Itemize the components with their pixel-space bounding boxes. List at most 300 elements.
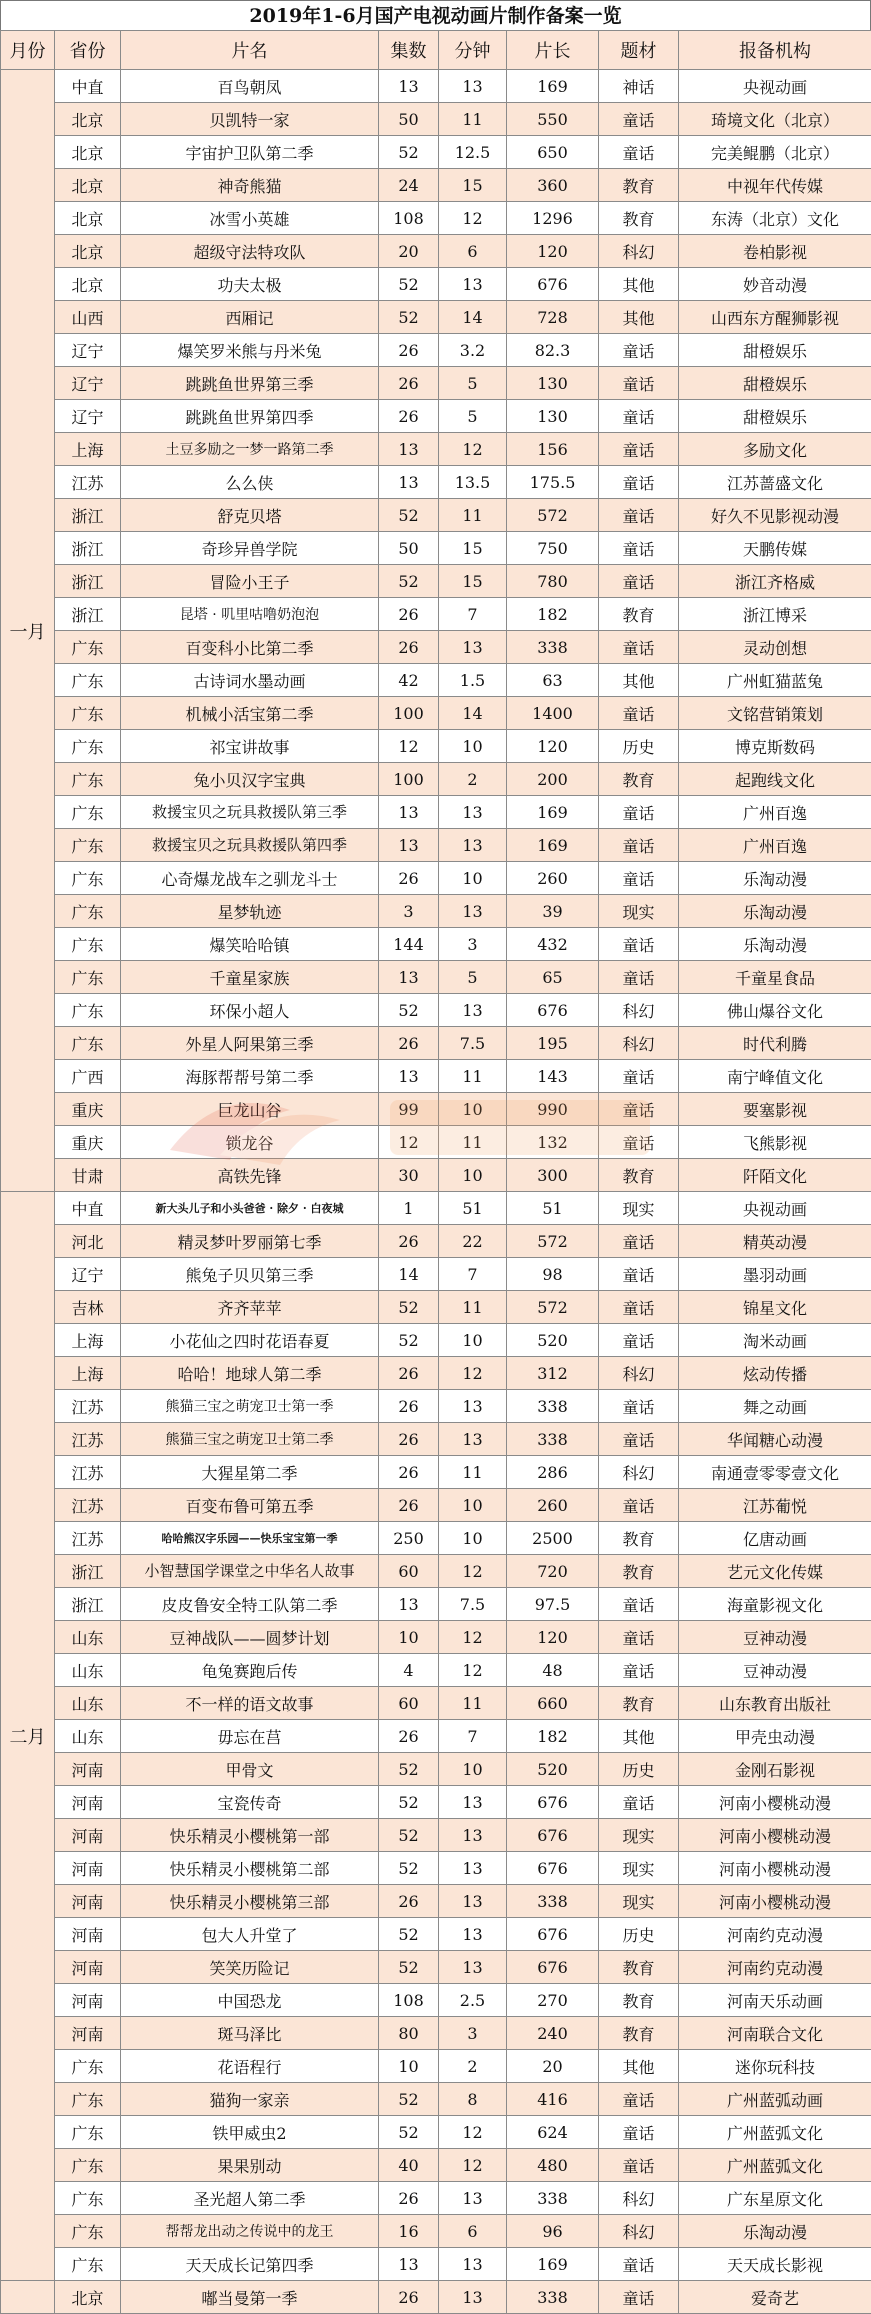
cell-length: 720 bbox=[507, 1555, 599, 1588]
cell-province: 广东 bbox=[55, 730, 121, 763]
cell-title: 贝凯特一家 bbox=[121, 103, 379, 136]
cell-minutes: 15 bbox=[439, 169, 507, 202]
cell-minutes: 5 bbox=[439, 961, 507, 994]
cell-organization: 河南约克动漫 bbox=[679, 1918, 871, 1951]
cell-length: 98 bbox=[507, 1258, 599, 1291]
cell-title: 爆笑哈哈镇 bbox=[121, 928, 379, 961]
cell-episodes: 26 bbox=[379, 334, 439, 367]
cell-title: 兔小贝汉字宝典 bbox=[121, 763, 379, 796]
cell-organization: 迷你玩科技 bbox=[679, 2050, 871, 2083]
cell-genre: 教育 bbox=[599, 169, 679, 202]
cell-minutes: 11 bbox=[439, 103, 507, 136]
table-row bbox=[1, 2248, 871, 2281]
cell-genre: 现实 bbox=[599, 1192, 679, 1225]
cell-province: 广东 bbox=[55, 862, 121, 895]
cell-organization: 卷柏影视 bbox=[679, 235, 871, 268]
cell-episodes: 52 bbox=[379, 136, 439, 169]
cell-genre: 童话 bbox=[599, 1489, 679, 1522]
cell-province: 广西 bbox=[55, 1060, 121, 1093]
cell-title: 铁甲威虫2 bbox=[121, 2116, 379, 2149]
cell-genre: 童话 bbox=[599, 631, 679, 664]
cell-minutes: 12 bbox=[439, 1357, 507, 1390]
cell-episodes: 14 bbox=[379, 1258, 439, 1291]
header-length: 片长 bbox=[507, 31, 599, 70]
cell-minutes: 12 bbox=[439, 1555, 507, 1588]
cell-length: 175.5 bbox=[507, 466, 599, 499]
cell-genre: 童话 bbox=[599, 367, 679, 400]
cell-organization: 墨羽动画 bbox=[679, 1258, 871, 1291]
cell-organization: 海童影视文化 bbox=[679, 1588, 871, 1621]
cell-length: 130 bbox=[507, 400, 599, 433]
cell-genre: 教育 bbox=[599, 763, 679, 796]
cell-genre: 现实 bbox=[599, 1852, 679, 1885]
cell-length: 169 bbox=[507, 829, 599, 862]
cell-organization: 琦境文化（北京） bbox=[679, 103, 871, 136]
cell-minutes: 5 bbox=[439, 367, 507, 400]
table-row bbox=[1, 1357, 871, 1390]
cell-title: 小智慧国学课堂之中华名人故事 bbox=[121, 1555, 379, 1588]
cell-province: 山东 bbox=[55, 1654, 121, 1687]
cell-minutes: 13 bbox=[439, 1390, 507, 1423]
cell-genre: 童话 bbox=[599, 1423, 679, 1456]
cell-organization: 飞熊影视 bbox=[679, 1126, 871, 1159]
cell-organization: 灵动创想 bbox=[679, 631, 871, 664]
cell-province: 广东 bbox=[55, 2149, 121, 2182]
cell-episodes: 52 bbox=[379, 1819, 439, 1852]
cell-episodes: 26 bbox=[379, 367, 439, 400]
cell-genre: 教育 bbox=[599, 1159, 679, 1192]
cell-title: 百鸟朝凤 bbox=[121, 70, 379, 103]
cell-organization: 起跑线文化 bbox=[679, 763, 871, 796]
cell-minutes: 3.2 bbox=[439, 334, 507, 367]
cell-episodes: 52 bbox=[379, 301, 439, 334]
table-row bbox=[1, 169, 871, 202]
cell-length: 120 bbox=[507, 235, 599, 268]
cell-episodes: 26 bbox=[379, 1225, 439, 1258]
cell-province: 上海 bbox=[55, 1357, 121, 1390]
cell-length: 182 bbox=[507, 598, 599, 631]
cell-episodes: 26 bbox=[379, 1885, 439, 1918]
cell-province: 浙江 bbox=[55, 598, 121, 631]
cell-province: 江苏 bbox=[55, 1423, 121, 1456]
table-row bbox=[1, 895, 871, 928]
header-province: 省份 bbox=[55, 31, 121, 70]
cell-episodes: 100 bbox=[379, 697, 439, 730]
cell-minutes: 13 bbox=[439, 1852, 507, 1885]
cell-genre: 教育 bbox=[599, 1951, 679, 1984]
cell-organization: 佛山爆谷文化 bbox=[679, 994, 871, 1027]
cell-organization: 完美鲲鹏（北京） bbox=[679, 136, 871, 169]
cell-minutes: 7.5 bbox=[439, 1027, 507, 1060]
cell-length: 82.3 bbox=[507, 334, 599, 367]
cell-genre: 教育 bbox=[599, 2017, 679, 2050]
cell-genre: 童话 bbox=[599, 2248, 679, 2281]
cell-province: 辽宁 bbox=[55, 334, 121, 367]
table-row bbox=[1, 2182, 871, 2215]
cell-minutes: 2 bbox=[439, 2050, 507, 2083]
cell-minutes: 12 bbox=[439, 1621, 507, 1654]
table-row bbox=[1, 796, 871, 829]
cell-organization: 华闻糖心动漫 bbox=[679, 1423, 871, 1456]
cell-episodes: 26 bbox=[379, 1489, 439, 1522]
cell-genre: 童话 bbox=[599, 697, 679, 730]
table-row bbox=[1, 664, 871, 697]
cell-length: 676 bbox=[507, 1819, 599, 1852]
cell-length: 338 bbox=[507, 631, 599, 664]
table-row bbox=[1, 2281, 871, 2314]
cell-genre: 童话 bbox=[599, 1060, 679, 1093]
cell-organization: 河南小樱桃动漫 bbox=[679, 1852, 871, 1885]
table-row bbox=[1, 2083, 871, 2116]
cell-organization: 时代利腾 bbox=[679, 1027, 871, 1060]
cell-episodes: 42 bbox=[379, 664, 439, 697]
table-row bbox=[1, 2149, 871, 2182]
cell-genre: 童话 bbox=[599, 862, 679, 895]
cell-minutes: 13 bbox=[439, 796, 507, 829]
cell-province: 甘肃 bbox=[55, 1159, 121, 1192]
cell-title: 哈哈！地球人第二季 bbox=[121, 1357, 379, 1390]
cell-minutes: 13 bbox=[439, 2182, 507, 2215]
table-row bbox=[1, 136, 871, 169]
cell-episodes: 26 bbox=[379, 631, 439, 664]
cell-minutes: 13 bbox=[439, 829, 507, 862]
cell-organization: 乐淘动漫 bbox=[679, 895, 871, 928]
table-row bbox=[1, 1654, 871, 1687]
cell-genre: 其他 bbox=[599, 301, 679, 334]
table-row bbox=[1, 697, 871, 730]
cell-genre: 其他 bbox=[599, 2050, 679, 2083]
cell-organization: 江苏葡悦 bbox=[679, 1489, 871, 1522]
cell-title: 果果别动 bbox=[121, 2149, 379, 2182]
cell-episodes: 3 bbox=[379, 895, 439, 928]
cell-minutes: 12.5 bbox=[439, 136, 507, 169]
cell-genre: 童话 bbox=[599, 2116, 679, 2149]
cell-episodes: 13 bbox=[379, 466, 439, 499]
cell-episodes: 26 bbox=[379, 598, 439, 631]
cell-genre: 科幻 bbox=[599, 1456, 679, 1489]
cell-length: 286 bbox=[507, 1456, 599, 1489]
cell-minutes: 3 bbox=[439, 928, 507, 961]
cell-episodes: 52 bbox=[379, 565, 439, 598]
cell-title: 昆塔 · 叽里咕噜奶泡泡 bbox=[121, 598, 379, 631]
header-organization: 报备机构 bbox=[679, 31, 871, 70]
cell-title: 救援宝贝之玩具救援队第三季 bbox=[121, 796, 379, 829]
table-row bbox=[1, 1390, 871, 1423]
table-row bbox=[1, 1885, 871, 1918]
cell-minutes: 11 bbox=[439, 499, 507, 532]
table-row bbox=[1, 235, 871, 268]
cell-organization: 南宁峰值文化 bbox=[679, 1060, 871, 1093]
cell-title: 快乐精灵小樱桃第一部 bbox=[121, 1819, 379, 1852]
cell-minutes: 11 bbox=[439, 1291, 507, 1324]
cell-length: 676 bbox=[507, 1852, 599, 1885]
cell-province: 河南 bbox=[55, 1918, 121, 1951]
cell-organization: 河南小樱桃动漫 bbox=[679, 1786, 871, 1819]
table-row bbox=[1, 1753, 871, 1786]
cell-title: 古诗词水墨动画 bbox=[121, 664, 379, 697]
cell-minutes: 13 bbox=[439, 1786, 507, 1819]
cell-length: 550 bbox=[507, 103, 599, 136]
cell-province: 吉林 bbox=[55, 1291, 121, 1324]
cell-episodes: 13 bbox=[379, 70, 439, 103]
cell-title: 圣光超人第二季 bbox=[121, 2182, 379, 2215]
cell-length: 65 bbox=[507, 961, 599, 994]
cell-title: 锁龙谷 bbox=[121, 1126, 379, 1159]
cell-province: 广东 bbox=[55, 664, 121, 697]
cell-minutes: 10 bbox=[439, 1159, 507, 1192]
cell-organization: 淘米动画 bbox=[679, 1324, 871, 1357]
table-row bbox=[1, 1258, 871, 1291]
cell-genre: 教育 bbox=[599, 1687, 679, 1720]
cell-organization: 爱奇艺 bbox=[679, 2281, 871, 2314]
cell-genre: 神话 bbox=[599, 70, 679, 103]
cell-title: 龟兔赛跑后传 bbox=[121, 1654, 379, 1687]
cell-minutes: 12 bbox=[439, 433, 507, 466]
table-row bbox=[1, 1852, 871, 1885]
cell-organization: 文铭营销策划 bbox=[679, 697, 871, 730]
cell-title: 宇宙护卫队第二季 bbox=[121, 136, 379, 169]
cell-genre: 历史 bbox=[599, 730, 679, 763]
cell-province: 广东 bbox=[55, 697, 121, 730]
cell-episodes: 26 bbox=[379, 1456, 439, 1489]
cell-episodes: 12 bbox=[379, 730, 439, 763]
table-row bbox=[1, 763, 871, 796]
cell-title: 中国恐龙 bbox=[121, 1984, 379, 2017]
cell-minutes: 51 bbox=[439, 1192, 507, 1225]
cell-organization: 浙江博采 bbox=[679, 598, 871, 631]
cell-minutes: 13 bbox=[439, 1918, 507, 1951]
cell-organization: 中视年代传媒 bbox=[679, 169, 871, 202]
month-cell: 一月 bbox=[1, 70, 55, 1192]
cell-genre: 科幻 bbox=[599, 1357, 679, 1390]
cell-organization: 河南小樱桃动漫 bbox=[679, 1819, 871, 1852]
cell-genre: 童话 bbox=[599, 400, 679, 433]
table-row bbox=[1, 1621, 871, 1654]
cell-province: 广东 bbox=[55, 2116, 121, 2149]
cell-length: 676 bbox=[507, 1786, 599, 1819]
cell-genre: 科幻 bbox=[599, 1027, 679, 1060]
cell-length: 338 bbox=[507, 2182, 599, 2215]
cell-episodes: 99 bbox=[379, 1093, 439, 1126]
cell-episodes: 52 bbox=[379, 1852, 439, 1885]
table-row bbox=[1, 1192, 871, 1225]
cell-genre: 现实 bbox=[599, 1819, 679, 1852]
cell-organization: 广东星原文化 bbox=[679, 2182, 871, 2215]
cell-minutes: 6 bbox=[439, 235, 507, 268]
table-row bbox=[1, 1126, 871, 1159]
cell-length: 676 bbox=[507, 1951, 599, 1984]
cell-length: 624 bbox=[507, 2116, 599, 2149]
cell-title: 祁宝讲故事 bbox=[121, 730, 379, 763]
cell-genre: 科幻 bbox=[599, 2182, 679, 2215]
cell-title: 快乐精灵小樱桃第二部 bbox=[121, 1852, 379, 1885]
cell-length: 260 bbox=[507, 1489, 599, 1522]
cell-genre: 童话 bbox=[599, 961, 679, 994]
cell-minutes: 13 bbox=[439, 1951, 507, 1984]
cell-length: 660 bbox=[507, 1687, 599, 1720]
cell-minutes: 10 bbox=[439, 1093, 507, 1126]
cell-episodes: 108 bbox=[379, 1984, 439, 2017]
cell-episodes: 13 bbox=[379, 829, 439, 862]
table-row bbox=[1, 400, 871, 433]
cell-province: 河南 bbox=[55, 1984, 121, 2017]
cell-organization: 央视动画 bbox=[679, 1192, 871, 1225]
cell-genre: 童话 bbox=[599, 433, 679, 466]
cell-minutes: 11 bbox=[439, 1126, 507, 1159]
cell-province: 中直 bbox=[55, 1192, 121, 1225]
cell-minutes: 1.5 bbox=[439, 664, 507, 697]
cell-title: 高铁先锋 bbox=[121, 1159, 379, 1192]
cell-province: 辽宁 bbox=[55, 367, 121, 400]
month-cell bbox=[1, 2281, 55, 2314]
cell-length: 750 bbox=[507, 532, 599, 565]
cell-title: 外星人阿果第三季 bbox=[121, 1027, 379, 1060]
cell-genre: 童话 bbox=[599, 1093, 679, 1126]
table-row bbox=[1, 301, 871, 334]
header-episodes: 集数 bbox=[379, 31, 439, 70]
cell-minutes: 11 bbox=[439, 1456, 507, 1489]
cell-genre: 童话 bbox=[599, 1324, 679, 1357]
cell-minutes: 7 bbox=[439, 598, 507, 631]
cell-organization: 河南约克动漫 bbox=[679, 1951, 871, 1984]
table-row bbox=[1, 1918, 871, 1951]
cell-organization: 精英动漫 bbox=[679, 1225, 871, 1258]
cell-genre: 童话 bbox=[599, 1654, 679, 1687]
cell-length: 63 bbox=[507, 664, 599, 697]
cell-organization: 多励文化 bbox=[679, 433, 871, 466]
cell-genre: 童话 bbox=[599, 2149, 679, 2182]
table-header-row bbox=[1, 31, 871, 70]
cell-episodes: 13 bbox=[379, 2248, 439, 2281]
cell-organization: 阡陌文化 bbox=[679, 1159, 871, 1192]
cell-minutes: 15 bbox=[439, 565, 507, 598]
cell-organization: 炫动传播 bbox=[679, 1357, 871, 1390]
cell-length: 132 bbox=[507, 1126, 599, 1159]
cell-length: 520 bbox=[507, 1753, 599, 1786]
cell-episodes: 50 bbox=[379, 103, 439, 136]
table-row bbox=[1, 730, 871, 763]
table-row bbox=[1, 1225, 871, 1258]
cell-title: 舒克贝塔 bbox=[121, 499, 379, 532]
cell-genre: 童话 bbox=[599, 829, 679, 862]
cell-episodes: 60 bbox=[379, 1687, 439, 1720]
cell-length: 20 bbox=[507, 2050, 599, 2083]
cell-province: 上海 bbox=[55, 433, 121, 466]
cell-episodes: 100 bbox=[379, 763, 439, 796]
cell-title: 哈哈熊汉字乐园——快乐宝宝第一季 bbox=[121, 1522, 379, 1555]
table-row bbox=[1, 70, 871, 103]
cell-episodes: 26 bbox=[379, 1357, 439, 1390]
cell-length: 96 bbox=[507, 2215, 599, 2248]
cell-title: 甲骨文 bbox=[121, 1753, 379, 1786]
cell-genre: 教育 bbox=[599, 1522, 679, 1555]
cell-organization: 要塞影视 bbox=[679, 1093, 871, 1126]
cell-length: 270 bbox=[507, 1984, 599, 2017]
cell-minutes: 11 bbox=[439, 1687, 507, 1720]
cell-title: 环保小超人 bbox=[121, 994, 379, 1027]
table-row bbox=[1, 994, 871, 1027]
cell-genre: 现实 bbox=[599, 895, 679, 928]
cell-minutes: 10 bbox=[439, 730, 507, 763]
cell-organization: 甜橙娱乐 bbox=[679, 367, 871, 400]
cell-episodes: 52 bbox=[379, 268, 439, 301]
cell-length: 182 bbox=[507, 1720, 599, 1753]
cell-title: 熊猫三宝之萌宠卫士第二季 bbox=[121, 1423, 379, 1456]
table-row bbox=[1, 1984, 871, 2017]
cell-province: 江苏 bbox=[55, 1522, 121, 1555]
cell-minutes: 14 bbox=[439, 697, 507, 730]
cell-episodes: 26 bbox=[379, 1390, 439, 1423]
cell-title: 斑马泽比 bbox=[121, 2017, 379, 2050]
cell-province: 广东 bbox=[55, 961, 121, 994]
cell-episodes: 52 bbox=[379, 1753, 439, 1786]
cell-episodes: 26 bbox=[379, 2281, 439, 2314]
table-row bbox=[1, 598, 871, 631]
cell-organization: 豆神动漫 bbox=[679, 1621, 871, 1654]
cell-title: 奇珍异兽学院 bbox=[121, 532, 379, 565]
cell-province: 广东 bbox=[55, 2182, 121, 2215]
cell-province: 广东 bbox=[55, 2215, 121, 2248]
cell-organization: 山西东方醒狮影视 bbox=[679, 301, 871, 334]
table-body bbox=[1, 70, 871, 2314]
cell-genre: 童话 bbox=[599, 2281, 679, 2314]
cell-organization: 天天成长影视 bbox=[679, 2248, 871, 2281]
table-row bbox=[1, 1951, 871, 1984]
cell-minutes: 7 bbox=[439, 1720, 507, 1753]
cell-province: 广东 bbox=[55, 796, 121, 829]
cell-organization: 央视动画 bbox=[679, 70, 871, 103]
cell-length: 51 bbox=[507, 1192, 599, 1225]
table-row bbox=[1, 1555, 871, 1588]
table-row bbox=[1, 1093, 871, 1126]
cell-minutes: 2 bbox=[439, 763, 507, 796]
cell-organization: 河南联合文化 bbox=[679, 2017, 871, 2050]
cell-minutes: 22 bbox=[439, 1225, 507, 1258]
cell-organization: 浙江齐格威 bbox=[679, 565, 871, 598]
cell-minutes: 13 bbox=[439, 1885, 507, 1918]
cell-minutes: 10 bbox=[439, 1324, 507, 1357]
cell-title: 熊兔子贝贝第三季 bbox=[121, 1258, 379, 1291]
cell-province: 重庆 bbox=[55, 1126, 121, 1159]
cell-title: 跳跳鱼世界第四季 bbox=[121, 400, 379, 433]
cell-province: 河南 bbox=[55, 1786, 121, 1819]
cell-title: 熊猫三宝之萌宠卫士第一季 bbox=[121, 1390, 379, 1423]
cell-minutes: 13 bbox=[439, 268, 507, 301]
table-row bbox=[1, 466, 871, 499]
cell-minutes: 13 bbox=[439, 631, 507, 664]
header-month: 月份 bbox=[1, 31, 55, 70]
table-row bbox=[1, 1159, 871, 1192]
cell-organization: 乐淘动漫 bbox=[679, 928, 871, 961]
cell-organization: 乐淘动漫 bbox=[679, 862, 871, 895]
cell-title: 新大头儿子和小头爸爸 · 除夕 · 白夜城 bbox=[121, 1192, 379, 1225]
cell-length: 572 bbox=[507, 1225, 599, 1258]
cell-organization: 妙音动漫 bbox=[679, 268, 871, 301]
cell-episodes: 13 bbox=[379, 433, 439, 466]
cell-length: 143 bbox=[507, 1060, 599, 1093]
table-row bbox=[1, 103, 871, 136]
cell-title: 精灵梦叶罗丽第七季 bbox=[121, 1225, 379, 1258]
cell-minutes: 13 bbox=[439, 2281, 507, 2314]
cell-organization: 豆神动漫 bbox=[679, 1654, 871, 1687]
cell-province: 江苏 bbox=[55, 1456, 121, 1489]
cell-length: 312 bbox=[507, 1357, 599, 1390]
cell-title: 大猩星第二季 bbox=[121, 1456, 379, 1489]
cell-minutes: 14 bbox=[439, 301, 507, 334]
cell-title: 豆神战队——圆梦计划 bbox=[121, 1621, 379, 1654]
cell-title: 不一样的语文故事 bbox=[121, 1687, 379, 1720]
cell-organization: 艺元文化传媒 bbox=[679, 1555, 871, 1588]
